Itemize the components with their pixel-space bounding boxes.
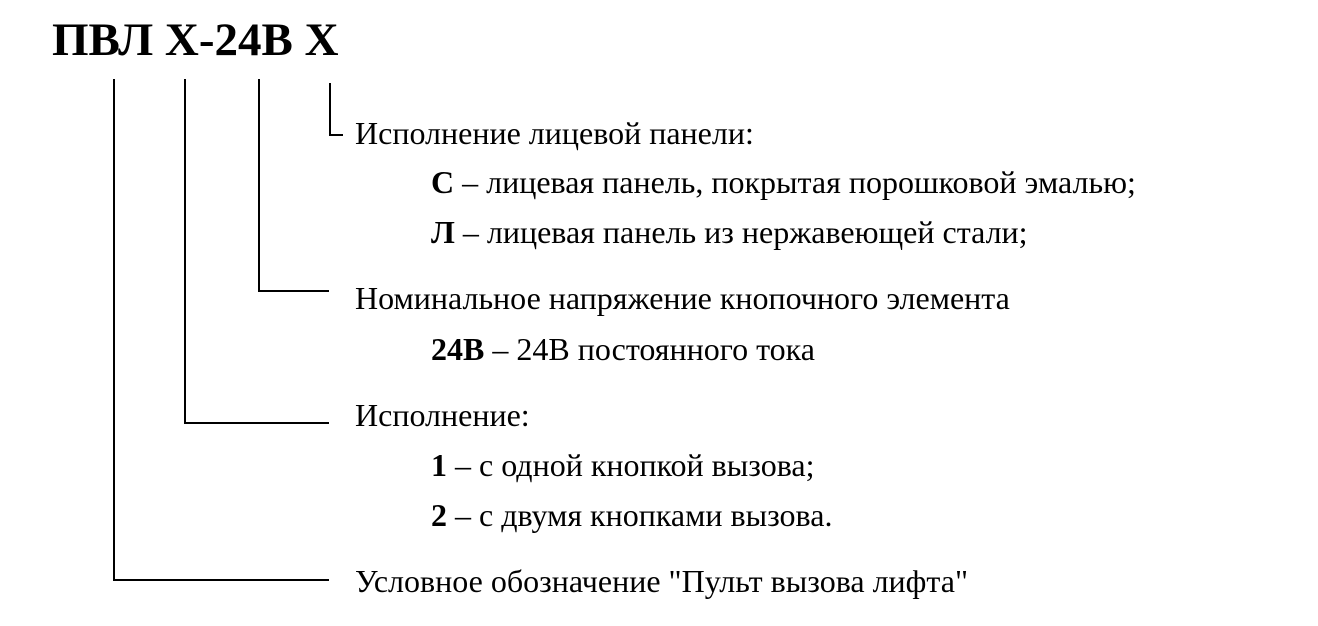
- connector-designation: [114, 80, 328, 580]
- connector-voltage: [259, 80, 328, 291]
- option-code: С: [431, 164, 455, 200]
- option-code: 1: [431, 447, 447, 483]
- designation-meaning-heading: Условное обозначение "Пульт вызова лифта": [355, 563, 969, 599]
- panel-finish-heading: Исполнение лицевой панели:: [355, 115, 754, 151]
- execution-option-one-button: [431, 446, 815, 484]
- connector-panel-finish: [330, 84, 342, 135]
- connector-execution: [185, 80, 328, 423]
- designation-code: ПВЛ Х-24В Х: [52, 14, 339, 66]
- option-text: лицевая панель из нержавеющей стали;: [486, 214, 1028, 250]
- voltage-heading: Номинальное напряжение кнопочного элемента: [355, 280, 1010, 316]
- option-separator: –: [455, 497, 471, 533]
- panel-finish-option-steel: [431, 213, 1028, 251]
- option-separator: –: [462, 214, 479, 250]
- execution-heading: Исполнение:: [355, 397, 530, 433]
- execution-option-two-buttons: [431, 496, 832, 534]
- option-text: 24В постоянного тока: [516, 331, 815, 367]
- panel-finish-option-powder: [431, 163, 1136, 201]
- option-text: лицевая панель, покрытая порошковой эмалью;: [486, 164, 1136, 200]
- option-code: Л: [431, 214, 455, 250]
- option-separator: –: [492, 331, 509, 367]
- voltage-option-24v: [431, 330, 815, 368]
- option-code: 24В: [431, 331, 485, 367]
- option-text: с одной кнопкой вызова;: [479, 447, 815, 483]
- option-separator: –: [455, 447, 471, 483]
- option-separator: –: [462, 164, 479, 200]
- option-text: с двумя кнопками вызова.: [479, 497, 833, 533]
- option-code: 2: [431, 497, 447, 533]
